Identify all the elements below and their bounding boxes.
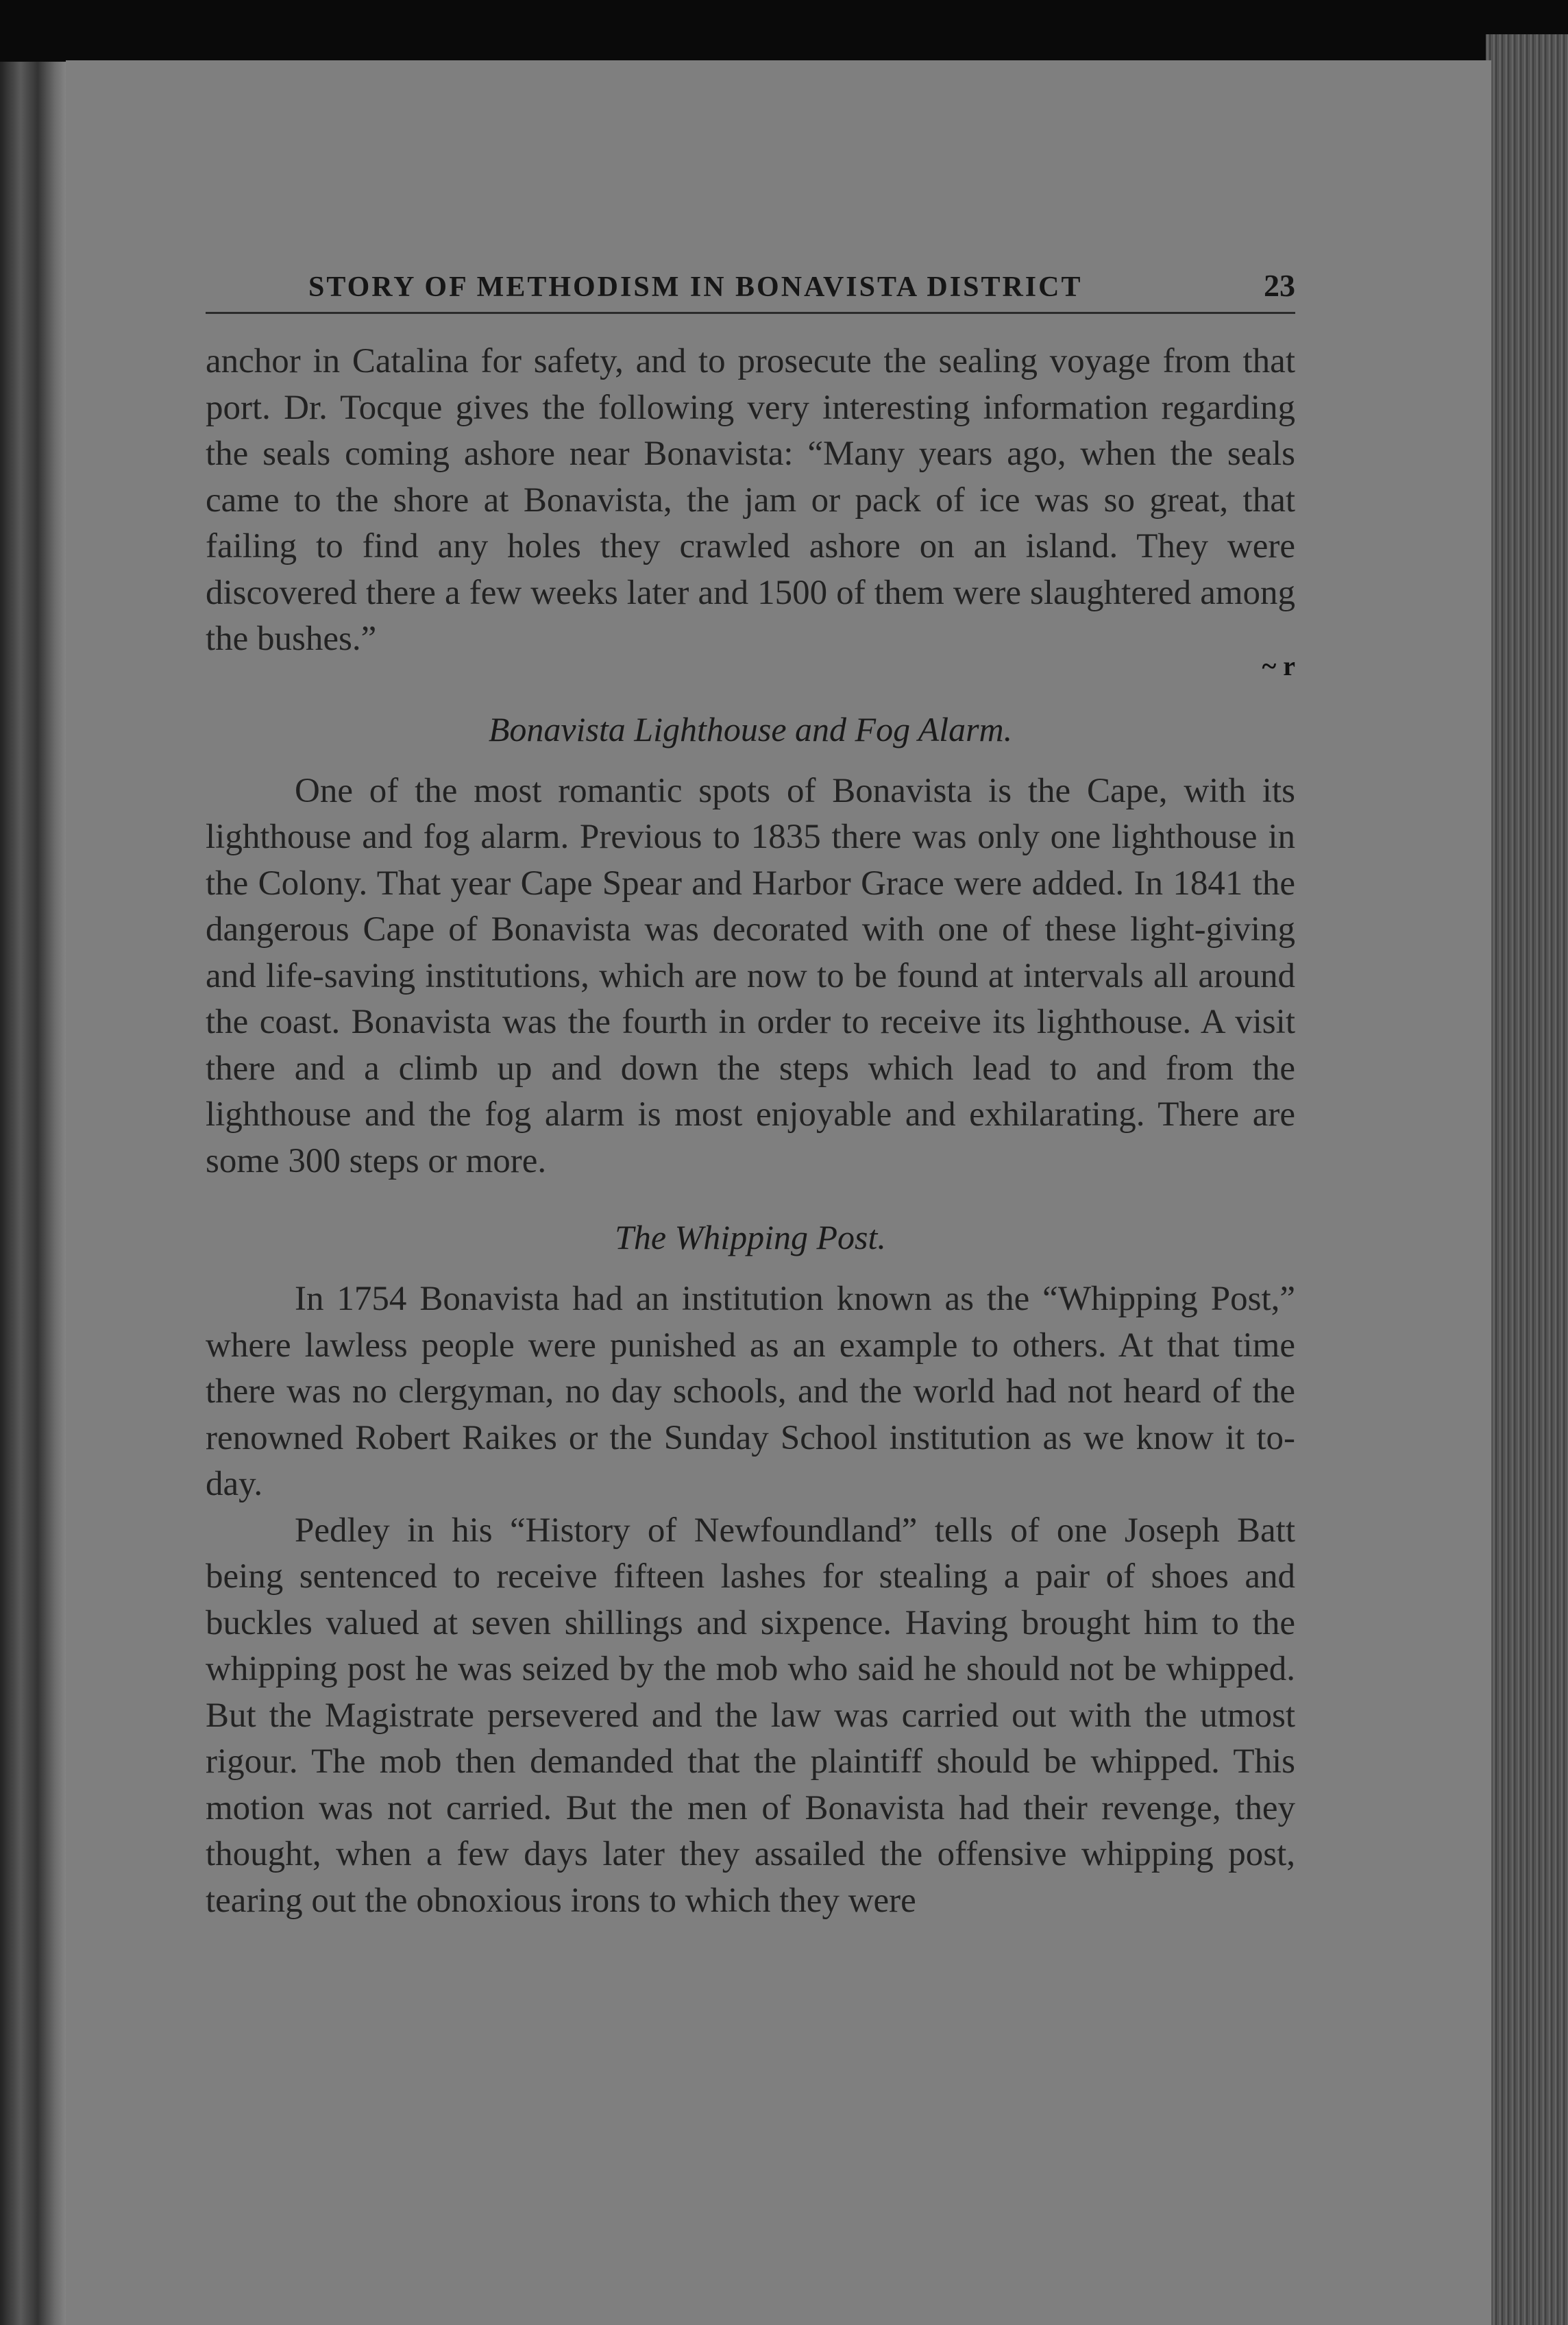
book-page-edges: [1486, 34, 1568, 2325]
scan-top-background: [0, 0, 1568, 66]
whipping-post-paragraph-1: In 1754 Bonavista had an institution known as the “Whipping Post,” where lawless people were punished as an example to others. At that time there was no clergyman, no day schools, and the world had not heard of the renowned Robert Raikes or the Sunday School institution as we know it to-day.: [206, 1280, 1295, 1503]
running-head: [206, 267, 1295, 314]
intro-paragraph: anchor in Catalina for safety, and to prosecute the sealing voyage from that port. Dr. Tocque gives the following very interesting information regarding the seals coming ashore near Bonavista: “Many years ago, when the seals came to the shore at Bonavista, the jam or pack of ice was so great, that failing to find any holes they crawled ashore on an island. They were discovered there a few weeks later and 1500 of them were slaughtered among the bushes.”: [206, 342, 1295, 658]
running-title: STORY OF METHODISM IN BONAVISTA DISTRICT: [308, 271, 1083, 303]
section-heading-lighthouse: Bonavista Lighthouse and Fog Alarm.: [488, 709, 1013, 748]
whipping-post-paragraph-2: Pedley in his “History of Newfoundland” tells of one Joseph Batt being sentenced to receive fifteen lashes for stealing a pair of shoes and buckles valued at seven shillings and sixpence. Having brought him to the whipping post he was seized by the mob who said he should not be whipped. But the Magistrate persevered and the law was carried out with the utmost rigour. The mob then demanded that the plaintiff should be whipped. This motion was not carried. But the men of Bonavista had their revenge, they thought, when a few days later they assailed the offensive whipping post, tearing out the obnoxious irons to which they were: [206, 1511, 1295, 1920]
page-number: 23: [1264, 268, 1295, 303]
section-heading-whipping-post: The Whipping Post.: [615, 1218, 886, 1256]
lighthouse-paragraph: One of the most romantic spots of Bonavista is the Cape, with its lighthouse and fog alarm. Previous to 1835 there was only one lighthouse in the Colony. That year Cape Spear and Harbor Grace were added. In 1841 the dangerous Cape of Bonavista was decorated with one of these light-giving and life-saving institutions, which are now to be found at intervals all around the coast. Bonavista was the fourth in order to receive its lighthouse. A visit there and a climb up and down the steps which lead to and from the lighthouse and the fog alarm is most enjoyable and exhilarating. There are some 300 steps or more.: [206, 771, 1295, 1180]
margin-mark: ~ r: [1262, 650, 1295, 681]
book-left-edge: [0, 62, 69, 2325]
page-content: [206, 267, 1295, 1924]
